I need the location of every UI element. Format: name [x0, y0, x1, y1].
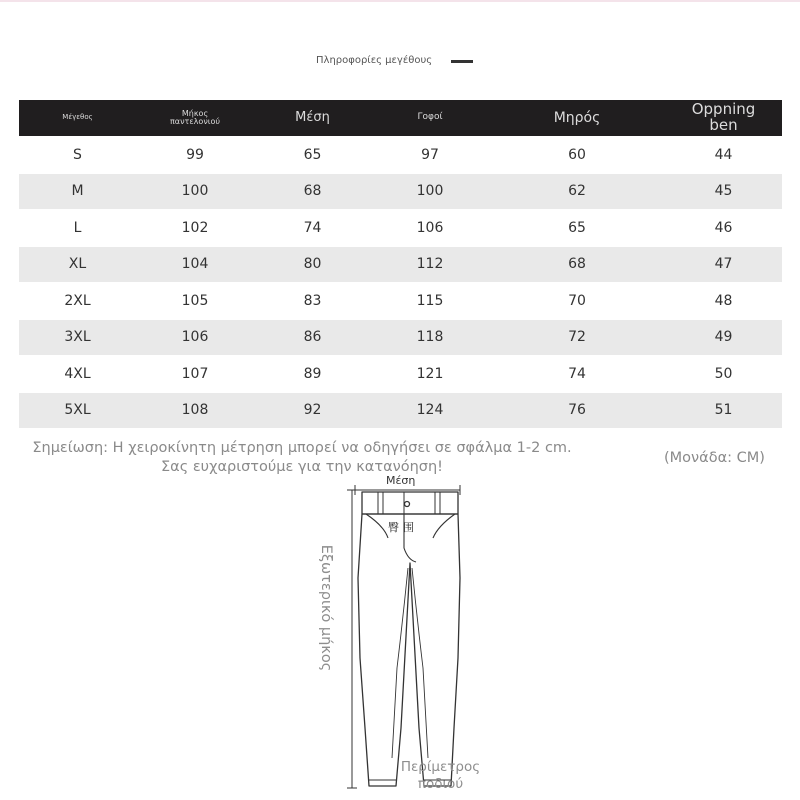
cell-waist: 74 — [303, 219, 322, 236]
cell-leg-opening: 46 — [714, 219, 733, 236]
cell-leg-opening: 48 — [714, 292, 733, 309]
cell-leg-opening: 45 — [665, 174, 782, 210]
table-row — [19, 174, 782, 210]
cell-thigh: 74 — [568, 365, 586, 382]
unit-label: (Μονάδα: CM) — [664, 450, 765, 466]
table-body — [19, 137, 782, 428]
cell-length: 106 — [136, 320, 254, 356]
cell-hip: 97 — [421, 146, 439, 163]
cell-size: 4XL — [64, 365, 91, 382]
table-header-row — [19, 100, 782, 136]
cell-size: L — [73, 219, 82, 236]
table-row — [19, 356, 782, 392]
cell-hip: 121 — [416, 365, 444, 382]
waistband — [362, 492, 458, 514]
cell-leg-opening: 50 — [714, 365, 733, 382]
foot-opening-label: Περίμετρος ποδιού — [400, 759, 481, 792]
cell-leg-opening: 51 — [665, 393, 782, 429]
cell-size: 3XL — [19, 320, 136, 356]
cell-thigh: 70 — [568, 292, 586, 309]
cell-size: S — [73, 146, 82, 163]
cell-waist: 83 — [303, 292, 322, 309]
cell-thigh: 62 — [489, 174, 665, 210]
cell-thigh: 65 — [568, 219, 586, 236]
table-row — [19, 320, 782, 356]
cell-hip: 106 — [416, 219, 444, 236]
header-pants-length: Μήκος παντελονιού — [136, 100, 254, 136]
pants-outline — [358, 514, 460, 786]
cell-size: 5XL — [19, 393, 136, 429]
cell-size: 2XL — [64, 292, 91, 309]
table-row — [19, 393, 782, 429]
table-row — [19, 137, 782, 173]
cell-hip: 124 — [371, 393, 489, 429]
button-icon — [405, 502, 410, 507]
cell-length: 107 — [181, 365, 209, 382]
cell-length: 102 — [181, 219, 209, 236]
header-thigh: Μηρός — [489, 100, 665, 136]
cell-thigh: 60 — [568, 146, 586, 163]
cell-waist: 92 — [254, 393, 371, 429]
section-title: Πληροφορίες μεγέθους — [316, 55, 433, 66]
cell-waist: 80 — [254, 247, 371, 283]
top-accent-line — [0, 0, 800, 2]
title-decoration-bar — [451, 60, 473, 63]
outer-length-label: Εξωτερικό μήκος — [318, 544, 334, 672]
cell-length: 104 — [136, 247, 254, 283]
cell-thigh: 68 — [489, 247, 665, 283]
header-leg-opening: Oppning ben — [665, 100, 782, 136]
header-waist: Μέση — [254, 100, 371, 136]
cell-length: 100 — [136, 174, 254, 210]
header-size: Μέγεθος — [19, 100, 136, 136]
cell-hip: 112 — [371, 247, 489, 283]
hip-label: 臀围 — [388, 521, 418, 534]
waist-label: Μέση — [386, 474, 416, 487]
cell-hip: 115 — [416, 292, 444, 309]
cell-leg-opening: 44 — [714, 146, 733, 163]
cell-waist: 86 — [254, 320, 371, 356]
cell-size: M — [19, 174, 136, 210]
cell-leg-opening: 47 — [665, 247, 782, 283]
cell-length: 108 — [136, 393, 254, 429]
cell-leg-opening: 49 — [665, 320, 782, 356]
measurement-note: Σημείωση: Η χειροκίνητη μέτρηση μπορεί να οδηγήσει σε σφάλμα 1-2 cm. Σας ευχαριστούμε για την κατανόηση! — [32, 440, 572, 475]
cell-waist: 68 — [254, 174, 371, 210]
header-hip: Γοφοί — [371, 100, 489, 136]
cell-thigh: 72 — [489, 320, 665, 356]
cell-hip: 100 — [371, 174, 489, 210]
table-row — [19, 283, 782, 319]
size-table — [19, 99, 782, 429]
cell-waist: 89 — [303, 365, 322, 382]
cell-thigh: 76 — [489, 393, 665, 429]
cell-waist: 65 — [303, 146, 322, 163]
table-row — [19, 247, 782, 283]
table-row — [19, 210, 782, 246]
cell-hip: 118 — [371, 320, 489, 356]
cell-length: 105 — [181, 292, 209, 309]
cell-size: XL — [19, 247, 136, 283]
cell-length: 99 — [186, 146, 204, 163]
